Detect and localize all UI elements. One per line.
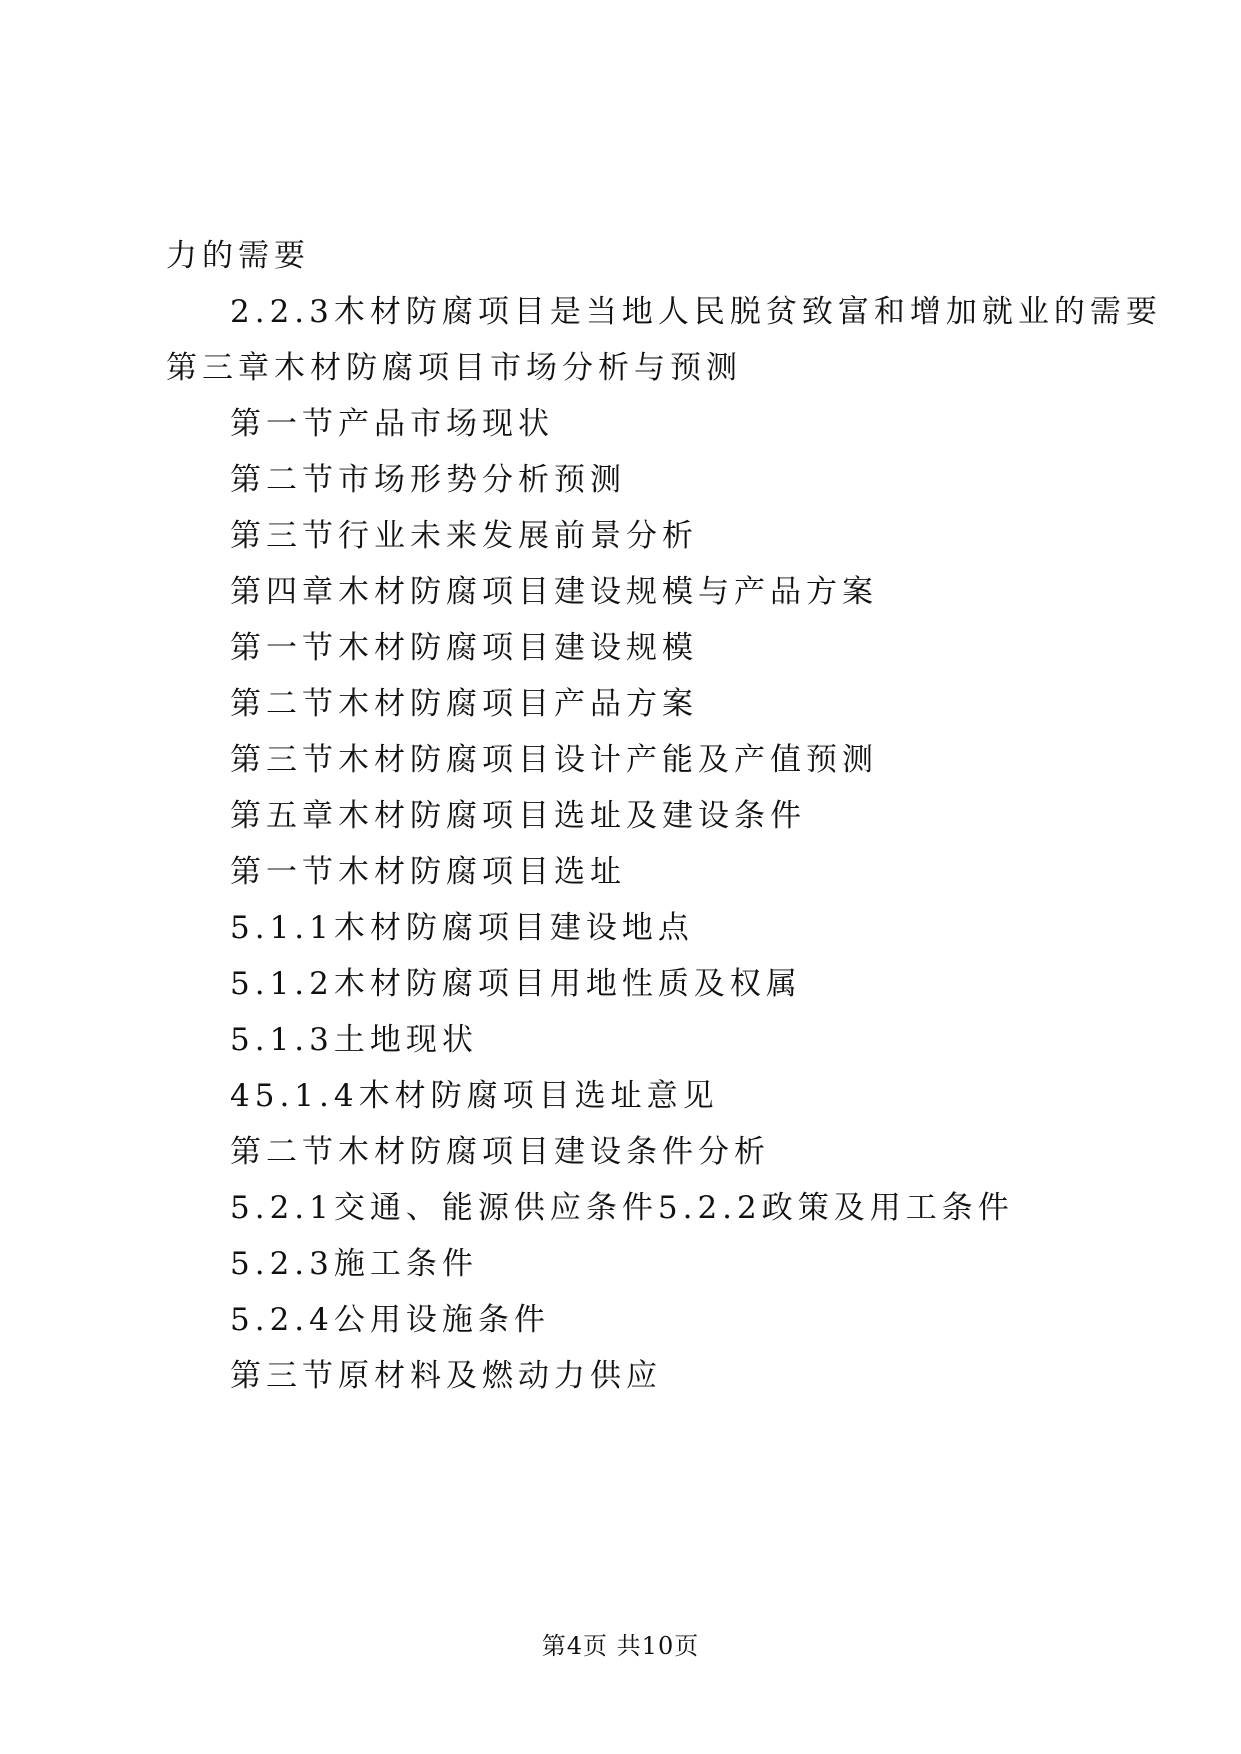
subsection-item: 5.2.3施工条件 bbox=[230, 1246, 478, 1282]
chapter-heading: 第三章木材防腐项目市场分析与预测 bbox=[166, 350, 742, 386]
subsection-item: 5.1.2木材防腐项目用地性质及权属 bbox=[230, 966, 802, 1002]
chapter-heading: 第五章木材防腐项目选址及建设条件 bbox=[230, 798, 806, 834]
subsection-item: 5.2.1交通、能源供应条件5.2.2政策及用工条件 bbox=[230, 1190, 1014, 1226]
subsection-item: 45.1.4木材防腐项目选址意见 bbox=[230, 1078, 719, 1114]
section-heading: 第一节木材防腐项目选址 bbox=[230, 854, 626, 890]
subsection-item: 5.2.4公用设施条件 bbox=[230, 1302, 550, 1338]
section-heading: 第二节木材防腐项目建设条件分析 bbox=[230, 1134, 770, 1170]
chapter-heading: 第四章木材防腐项目建设规模与产品方案 bbox=[230, 574, 878, 610]
section-heading: 第三节原材料及燃动力供应 bbox=[230, 1358, 662, 1394]
section-heading: 第一节木材防腐项目建设规模 bbox=[230, 630, 698, 666]
section-heading: 第二节木材防腐项目产品方案 bbox=[230, 686, 698, 722]
section-heading: 第三节木材防腐项目设计产能及产值预测 bbox=[230, 742, 878, 778]
section-heading: 第一节产品市场现状 bbox=[230, 406, 554, 442]
section-heading: 第三节行业未来发展前景分析 bbox=[230, 518, 698, 554]
page-footer: 第4页 共10页 bbox=[541, 1632, 700, 1660]
subsection-item: 5.1.1木材防腐项目建设地点 bbox=[230, 910, 694, 946]
section-heading: 第二节市场形势分析预测 bbox=[230, 462, 626, 498]
text-line: 力的需要 bbox=[166, 238, 310, 274]
text-line: 2.2.3木材防腐项目是当地人民脱贫致富和增加就业的需要 bbox=[230, 294, 1162, 330]
subsection-item: 5.1.3土地现状 bbox=[230, 1022, 478, 1058]
